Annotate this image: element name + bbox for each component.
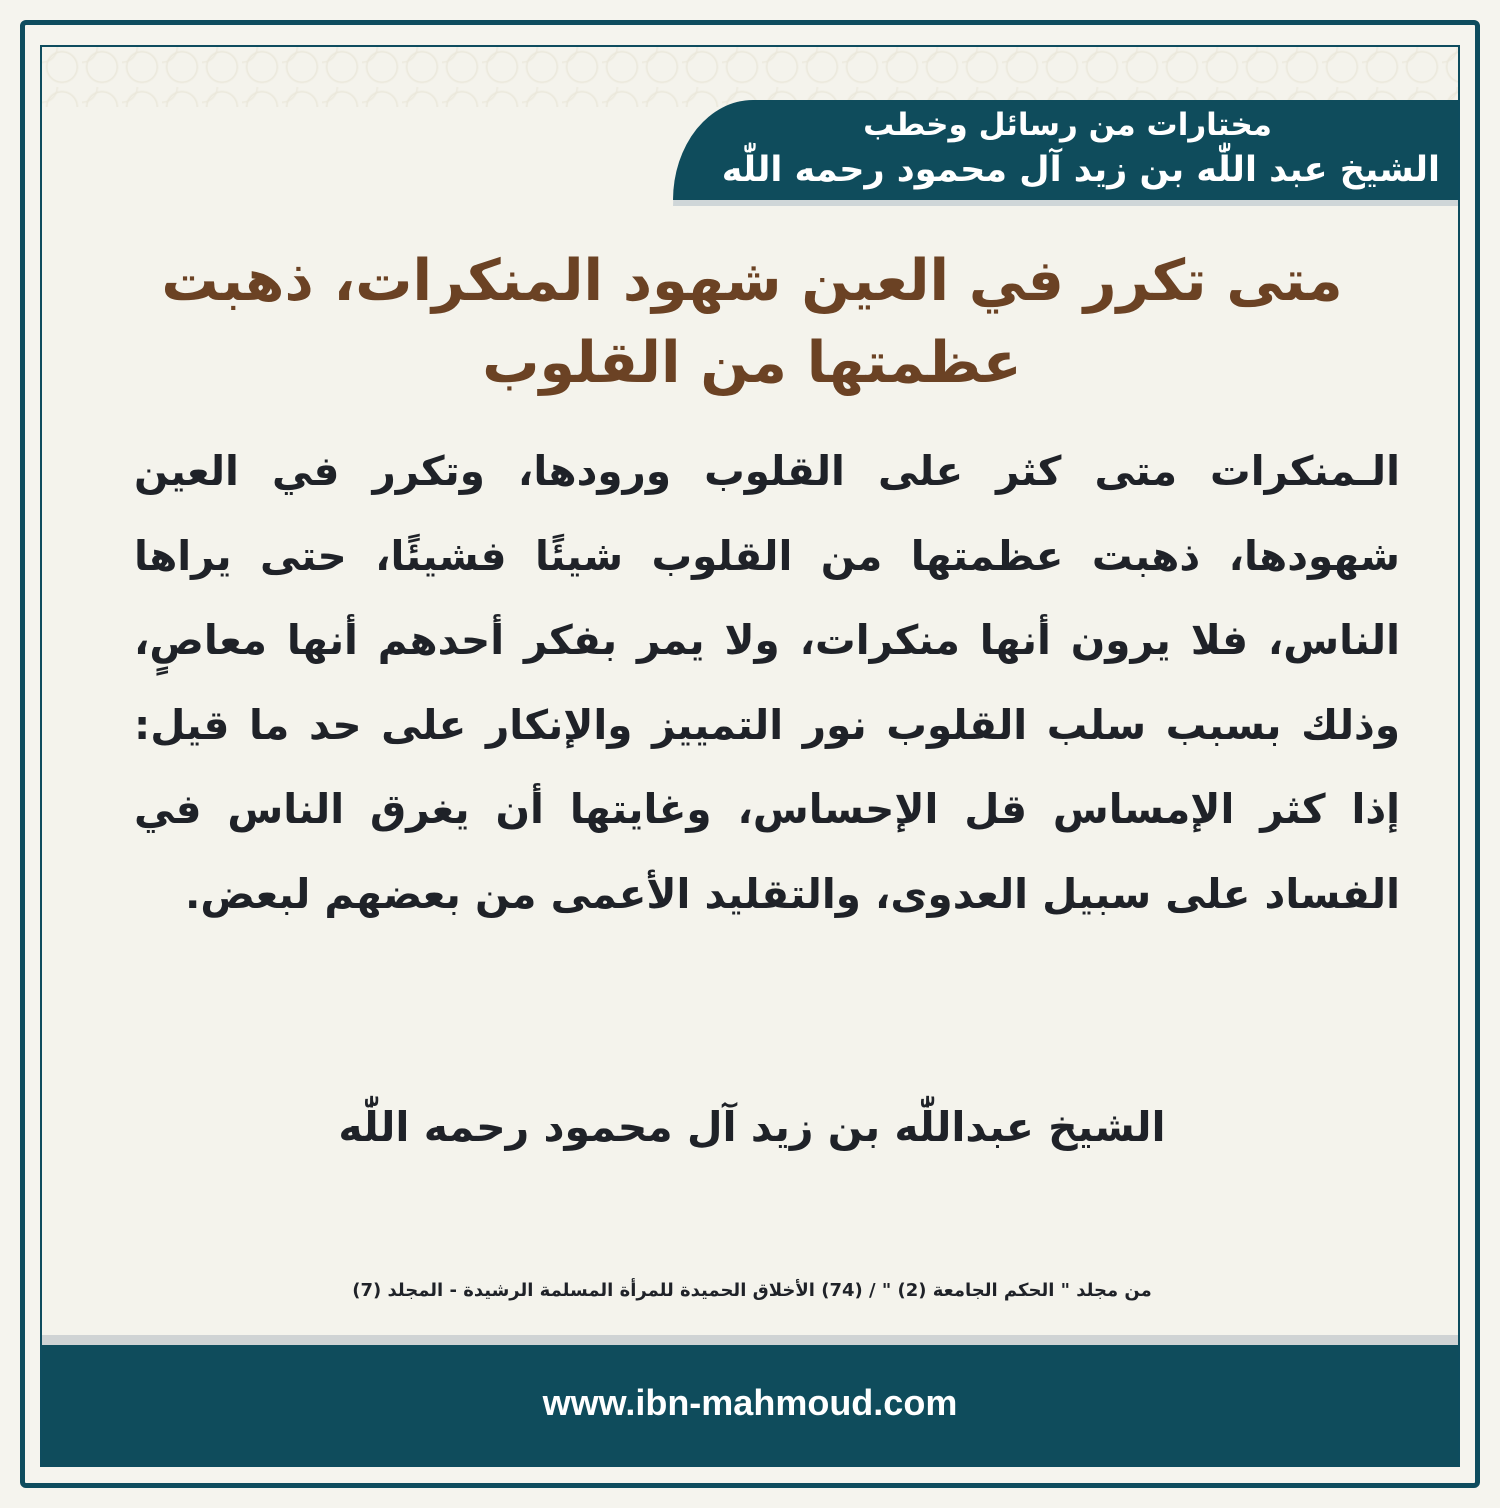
- author-name: الشيخ عبداللّٰه بن زيد آل محمود رحمه اللّٰه: [338, 1103, 1166, 1151]
- footer-divider: [42, 1335, 1458, 1345]
- header-banner: [673, 100, 1458, 200]
- quote-body: الـمنكرات متى كثر على القلوب ورودها، وتكرر في العين شهودها، ذهبت عظمتها من القلوب شيئًا فشيئًا، حتى يراها الناس، فلا يرون أنها منكرات، ولا يمر بفكر أحدهم أنها معاصٍ، وذلك بسبب سلب القلوب نور التمييز والإنكار على حد ما قيل: إذا كثر الإمساس قل الإحساس، وغايتها أن يغرق الناس في الفساد على سبيل العدوى، والتقليد الأعمى من بعضهم لبعض.: [134, 447, 1400, 918]
- page-title: متى تكرر في العين شهود المنكرات، ذهبت عظمتها من القلوب: [161, 248, 1343, 396]
- series-title: مختارات من رسائل وخطب: [863, 107, 1272, 143]
- website-link[interactable]: www.ibn-mahmoud.com: [542, 1382, 958, 1423]
- footer-bar: [42, 1345, 1458, 1467]
- source-citation: من مجلد " الحكم الجامعة (2) " / (74) الأخلاق الحميدة للمرأة المسلمة الرشيدة - المجلد (7): [352, 1280, 1152, 1301]
- card: [40, 45, 1460, 1467]
- decorative-pattern: [42, 47, 1458, 107]
- series-author: الشيخ عبد اللّٰه بن زيد آل محمود رحمه اللّٰه: [721, 150, 1440, 190]
